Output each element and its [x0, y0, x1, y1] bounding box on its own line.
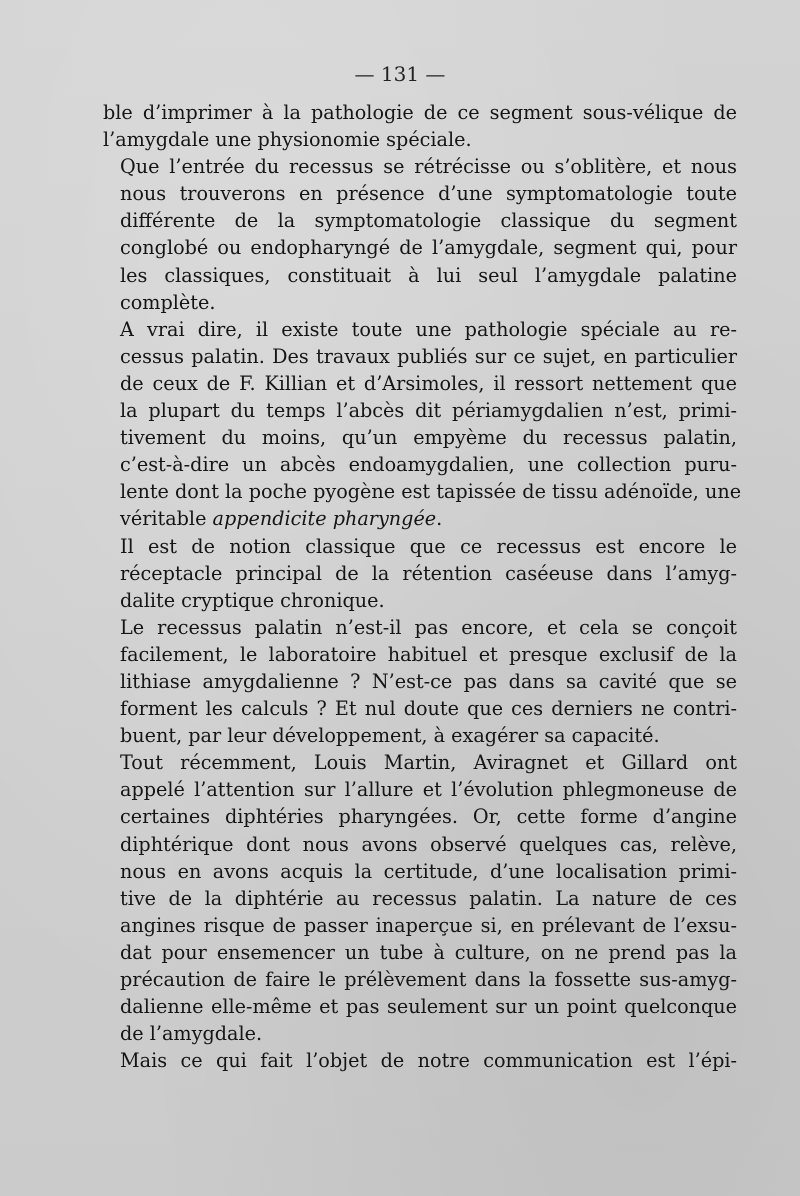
text-line: précaution de faire le prélèvement dans la fossette sus-amyg- [120, 968, 737, 991]
text-line: ble d’imprimer à la pathologie de ce segment sous-vélique de [103, 101, 737, 124]
text-line: de ceux de F. Killian et d’Arsimoles, il ressort nettement que [120, 371, 737, 395]
text-line: différente de la symptomatologie classique du segment [120, 209, 737, 233]
paragraph-5 [103, 614, 737, 749]
text-line: réceptacle principal de la rétention caséeuse dans l’amyg- [120, 561, 737, 585]
text-line: la plupart du temps l’abcès dit périamygdalien n’est, primi- [120, 399, 737, 423]
text-line: dalienne elle-même et pas seulement sur un point quelconque [120, 995, 737, 1019]
text-fragment: véritable [120, 507, 213, 531]
text-line: buent, par leur développement, à exagérer sa capacité. [120, 724, 660, 748]
text-line: nous trouverons en présence d’une symptomatologie toute [120, 182, 737, 206]
text-line: conglobé ou endopharyngé de l’amygdale, segment qui, pour [120, 236, 737, 260]
text-line: Il est de notion classique que ce recessus est encore le [120, 534, 737, 558]
text-line: lithiase amygdalienne ? N’est-ce pas dans sa cavité que se [120, 669, 737, 693]
text-line: Mais ce qui fait l’objet de notre communication est l’épi- [120, 1049, 737, 1073]
text-line: angines risque de passer inaperçue si, en prélevant de l’exsu- [120, 913, 737, 937]
text-line: tive de la diphtérie au recessus palatin. La nature de ces [120, 886, 737, 910]
page-number: — 131 — [354, 62, 446, 86]
text-line: tivement du moins, qu’un empyème du recessus palatin, [120, 426, 737, 450]
text-line: facilement, le laboratoire habituel et presque exclusif de la [120, 642, 737, 666]
paragraph-6 [103, 749, 737, 1047]
text-fragment: . [436, 507, 443, 531]
text-line: Que l’entrée du recessus se rétrécisse ou s’oblitère, et nous [120, 155, 737, 179]
text-line: nous en avons acquis la certitude, d’une localisation primi- [120, 859, 737, 883]
text-line: complète. [120, 290, 216, 314]
emphasized-term: appendicite pharyngée [212, 507, 437, 531]
paragraph-2 [103, 153, 737, 316]
paragraph-4 [103, 533, 737, 614]
paragraph-3 [103, 316, 742, 533]
paragraph-1 [103, 99, 737, 153]
text-line: Tout récemment, Louis Martin, Aviragnet et Gillard ont [120, 751, 737, 775]
text-line-with-emphasis [103, 505, 737, 532]
text-line: Le recessus palatin n’est-il pas encore, et cela se conçoit [120, 615, 737, 639]
text-line: cessus palatin. Des travaux publiés sur ce sujet, en particulier [120, 344, 737, 368]
text-line: dat pour ensemencer un tube à culture, on ne prend pas la [120, 940, 737, 964]
text-line: l’amygdale une physionomie spéciale. [103, 128, 472, 152]
body-text [103, 99, 742, 1074]
text-line: lente dont la poche pyogène est tapissée de tissu adénoïde, une [120, 480, 742, 504]
text-line: appelé l’attention sur l’allure et l’évolution phlegmoneuse de [120, 778, 737, 802]
text-line: certaines diphtéries pharyngées. Or, cette forme d’angine [120, 805, 737, 829]
text-line: A vrai dire, il existe toute une pathologie spéciale au re- [120, 317, 737, 341]
text-line: dalite cryptique chronique. [120, 588, 385, 612]
text-line: les classiques, constituait à lui seul l’amygdale palatine [120, 263, 737, 287]
text-line: diphtérique dont nous avons observé quelques cas, relève, [120, 832, 737, 856]
text-line: forment les calculs ? Et nul doute que ces derniers ne contri- [120, 697, 737, 721]
paragraph-7 [103, 1047, 737, 1074]
text-line: c’est-à-dire un abcès endoamygdalien, une collection puru- [120, 453, 737, 477]
text-line: de l’amygdale. [120, 1022, 263, 1046]
